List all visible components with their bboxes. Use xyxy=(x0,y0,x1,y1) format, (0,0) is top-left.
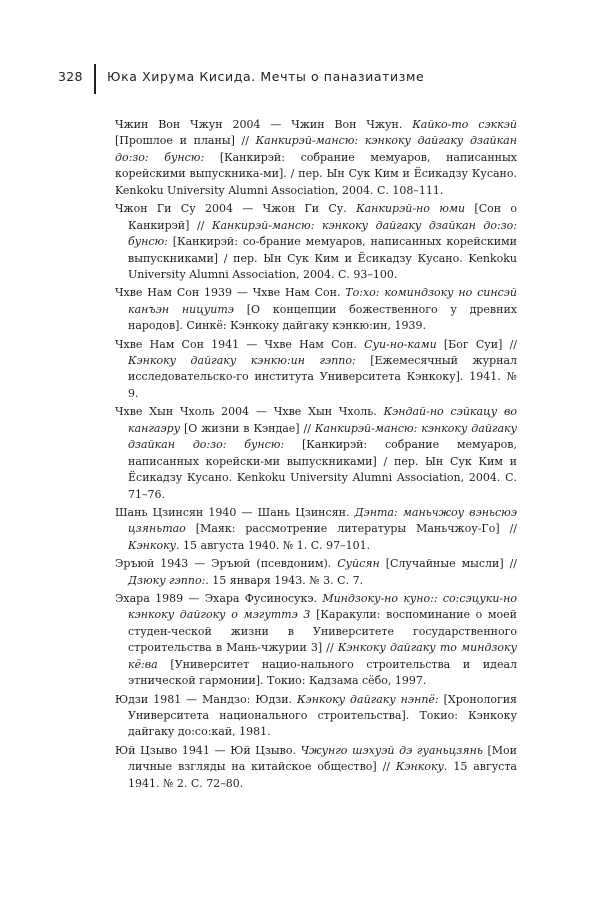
bib-entry: Чхве Нам Сон 1939 — Чхве Нам Сон. То:хо: коминдзоку но синсэй канъэн ницуитэ [О концепции божественного у древних народов]. Синкё: Кэнкоку дайгаку кэнкю:ин, 1939. xyxy=(115,286,518,333)
bib-entry: Эръюй 1943 — Эръюй (псевдоним). Суйсян [Случайные мысли] // Дзюку гэппо:. 15 января 1943. № 3. С. 7. xyxy=(115,557,517,587)
header-divider xyxy=(94,64,96,94)
bibliography-list xyxy=(115,117,517,794)
running-title: Юка Хирума Кисида. Мечты о паназиатизме xyxy=(107,69,425,84)
bib-entry: Юдзи 1981 — Мандзо: Юдзи. Кэнкоку дайгаку нэнпё: [Хронология Университета национального строительства]. Токио: Кэнкоку дайгаку до:со:кай, 1981. xyxy=(115,692,517,739)
bib-entry: Шань Цзинсян 1940 — Шань Цзинсян. Дэнта: маньчжоу вэньсюэ цзяньтао [Маяк: рассмотрение литературы Маньчжоу-Го] // Кэнкоку. 15 августа 1940. № 1. С. 97–101. xyxy=(115,505,517,552)
bib-entry: Чжин Вон Чжун 2004 — Чжин Вон Чжун. Кайко-то сэккэй [Прошлое и планы] // Канкирэй-мансю: кэнкоку дайгаку дзайкан до:зо: бунсю: [Канкирэй: собрание мемуаров, написанных корейскими выпускника-ми]. / пер. Ын Сук Ким и Ёсикадзу Кусано. Kenkoku University Alumni Association, 2004. С. 108–111. xyxy=(115,118,517,197)
bib-entry: Чхве Нам Сон 1941 — Чхве Нам Сон. Суи-но-ками [Бог Суи] // Кэнкоку дайгаку кэнкю:ин гэппо: [Ежемесячный журнал исследовательско-го института Университета Кэнкоку]. 1941. № 9. xyxy=(115,337,518,400)
page-number: 328 xyxy=(58,69,83,84)
bib-entry: Юй Цзыво 1941 — Юй Цзыво. Чжунго шэхуэй дэ гуаньцзянь [Мои личные взгляды на китайское общество] // Кэнкоку. 15 августа 1941. № 2. С. 72–80. xyxy=(115,743,517,790)
bib-entry: Чжон Ги Су 2004 — Чжон Ги Су. Канкирэй-но юми [Сон о Канкирэй] // Канкирэй-мансю: кэнкоку дайгаку дзайкан до:зо: бунсю: [Канкирэй: со-брание мемуаров, написанных корейскими выпускниками] / пер. Ын Сук Ким и Ёсикадзу Кусано. Kenkoku University Alumni Association, 2004. С. 93–100. xyxy=(115,202,518,281)
bib-entry: Чхве Хын Чхоль 2004 — Чхве Хын Чхоль. Кэндай-но сэйкацу во кангаэру [О жизни в Кэндае] // Канкирэй-мансю: кэнкоку дайгаку дзайкан до:зо: бунсю: [Канкирэй: собрание мемуаров, написанных корейски-ми выпускниками] / пер. Ын Сук Ким и Ёсикадзу Кусано. Kenkoku University Alumni Association, 2004. С. 71–76. xyxy=(115,405,517,501)
bib-entry: Эхара 1989 — Эхара Фусиносукэ. Миндзоку-но куно:: со:сэцуки-но кэнкоку дайгоку о мэгуттэ 3 [Каракули: воспоминание о моей студен-ческой жизни в Университете государственного строительства в Мань-чжурии 3] // Кэнкоку дайгаку то миндзоку кё:ва [Университет нацио-нального строительства и идеал этнической гармонии]. Токио: Кадзама сёбо, 1997. xyxy=(115,591,518,688)
running-header xyxy=(58,64,538,94)
